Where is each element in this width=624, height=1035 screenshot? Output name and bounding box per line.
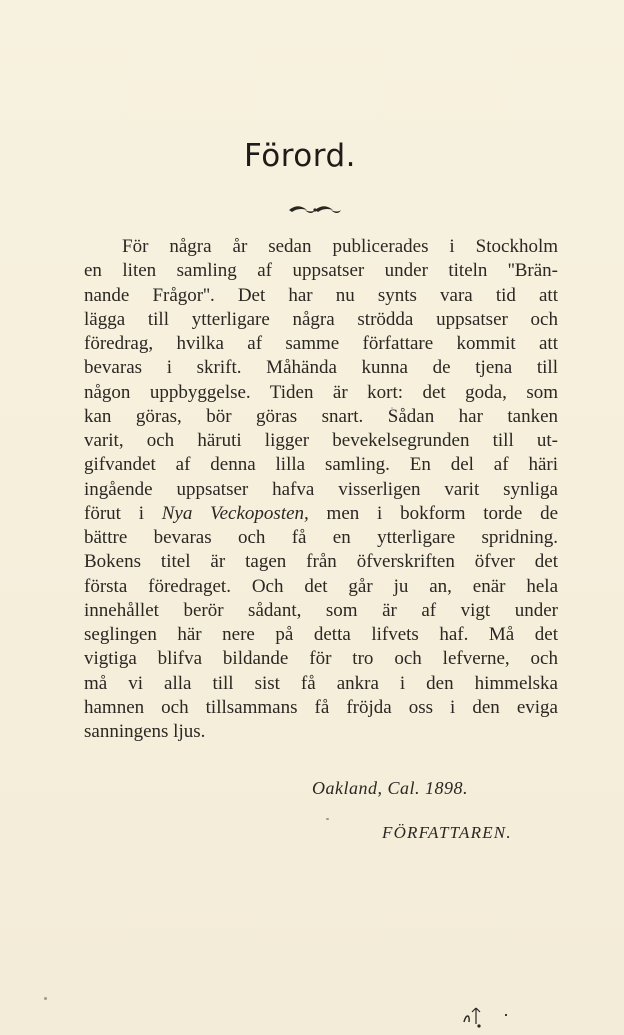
italic-periodical-name: Nya Veckoposten, xyxy=(161,502,309,524)
text-line: må vi alla till sist få ankra i den himmelska xyxy=(84,672,558,694)
text-line-with-italic xyxy=(84,502,558,526)
text-line: lägga till ytterligare några strödda uppsatser och xyxy=(84,308,558,330)
text-line: någon uppbyggelse. Tiden är kort: det goda, som xyxy=(84,381,558,403)
text-line: nande Frågor''. Det har nu synts vara tid att xyxy=(84,284,558,306)
place-date: Oakland, Cal. 1898. xyxy=(312,778,468,798)
text-line: sanningens ljus. xyxy=(84,721,206,742)
text-line: föredrag, hvilka af samme författare kommit att xyxy=(84,333,558,354)
text-line: seglingen här nere på detta lifvets haf. Må det xyxy=(84,624,558,645)
text-line: gifvandet af denna lilla samling. En del af häri xyxy=(84,454,558,476)
text-line: varit, och häruti ligger bevekelsegrunden till ut- xyxy=(84,430,558,451)
text-line: en liten samling af uppsatser under titeln ''Brän- xyxy=(84,260,558,282)
text-line: vigtiga blifva bildande för tro och lefverne, och xyxy=(84,648,558,670)
preface-paragraph xyxy=(84,235,558,744)
text-segment: men i bokform torde de xyxy=(308,502,558,524)
text-line: innehållet berör sådant, som är af vigt under xyxy=(84,599,558,621)
ornament-divider-icon xyxy=(287,204,343,216)
paper-speck xyxy=(44,997,47,1000)
author-signature: FÖRFATTAREN. xyxy=(382,823,512,842)
text-line: ingående uppsatser hafva visserligen varit synliga xyxy=(84,478,558,500)
text-line: hamnen och tillsammans få fröjda oss i den eviga xyxy=(84,696,558,718)
text-segment: förut i xyxy=(84,502,162,524)
paper-speck xyxy=(326,818,329,820)
text-line: första föredraget. Och det går ju an, enär hela xyxy=(84,575,558,597)
text-line: bättre bevaras och få en ytterligare spridning. xyxy=(84,527,558,548)
text-line: För några år sedan publicerades i Stockholm xyxy=(122,236,558,257)
text-line: kan göras, bör göras snart. Sådan har tanken xyxy=(84,405,558,427)
paper-speck xyxy=(391,407,393,409)
text-line: Bokens titel är tagen från öfverskriften öfver det xyxy=(84,551,558,573)
text-line: bevaras i skrift. Måhända kunna de tjena till xyxy=(84,357,558,379)
page-title: Förord. xyxy=(244,138,356,174)
page-mark-icon xyxy=(460,1000,520,1030)
